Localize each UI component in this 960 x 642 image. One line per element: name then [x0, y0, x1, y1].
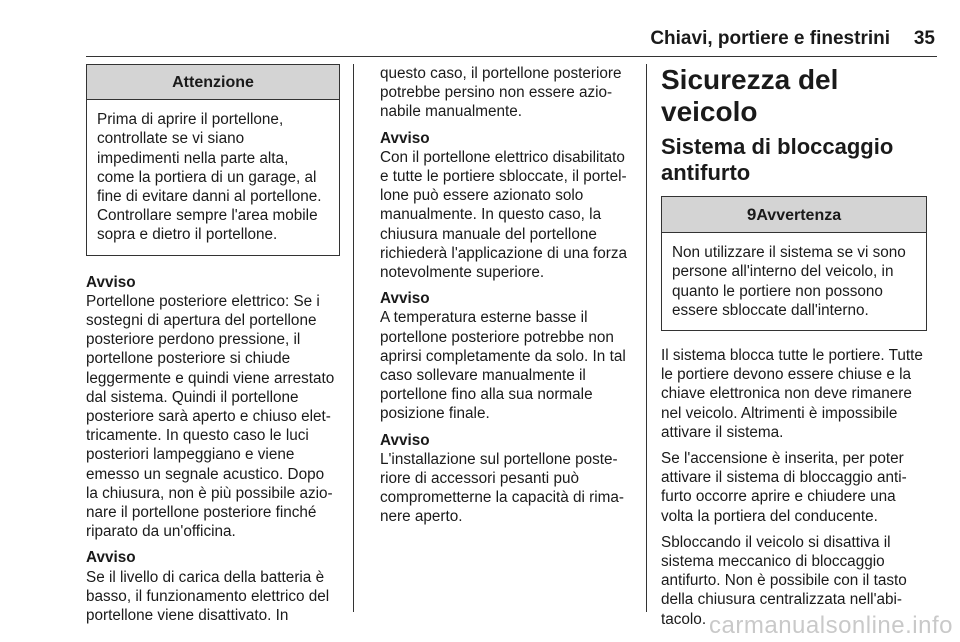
column-2 — [380, 64, 635, 527]
warning-box-header — [662, 197, 926, 233]
note-heading: Avviso — [86, 273, 136, 291]
section-title: Sicurezza del veicolo — [661, 64, 839, 127]
paragraph: Il sistema blocca tutte le portiere. Tutte le portiere devono essere chiuse e la chiave elettronica non deve rimanere nel veicolo. Altrimenti è impossibile attivare il sistema. — [661, 347, 923, 441]
page-header-title: Chiavi, portiere e finestrini — [650, 28, 890, 49]
attention-box-body: Prima di aprire il portellone, controllate se vi siano impedimenti nella parte alta, come la portiera di un garage, al fine di evitare danni al portellone. Controllare sempre l'area mobile sopra e dietro il portellone. — [97, 111, 322, 244]
note-heading: Avviso — [380, 431, 430, 449]
continued-text: questo caso, il portellone posteriore potrebbe persino non essere azio- nabile manualmente. — [380, 65, 622, 121]
note-heading: Avviso — [380, 290, 430, 308]
column-divider-right — [646, 64, 647, 612]
header-rule — [86, 56, 937, 57]
page-number: 35 — [913, 28, 935, 49]
warning-box-title: Avvertenza — [756, 207, 842, 224]
warning-triangle-icon: 9 — [746, 205, 757, 224]
attention-box — [86, 64, 340, 256]
paragraph: Se l'accensione è inserita, per poter attivare il sistema di bloccaggio anti- furto occorre aprire e chiudere una volta la portiera del conducente. — [661, 450, 907, 525]
column-3 — [661, 64, 927, 629]
note-body: A temperatura esterne basse il portellone posteriore potrebbe non aprirsi completamente da solo. In tal caso sollevare manualmente il portellone fino alla sua normale posizione finale. — [380, 309, 626, 423]
column-divider-left — [353, 64, 354, 612]
attention-box-title: Attenzione — [87, 65, 339, 100]
note-body: Con il portellone elettrico disabilitato e tutte le portiere sbloccate, il portel- lone può essere azionato solo manualmente. In questo caso, la chiusura manuale del portellone richiederà l'applicazione di una forza notevolmente superiore. — [380, 148, 627, 282]
warning-box-body: Non utilizzare il sistema se vi sono persone all'interno del veicolo, in quanto le portiere non possono essere sbloccate dall'interno. — [672, 244, 906, 319]
note-heading: Avviso — [380, 129, 430, 147]
warning-box — [661, 196, 927, 331]
note-heading: Avviso — [86, 549, 136, 567]
paragraph: Sbloccando il veicolo si disattiva il sistema meccanico di bloccaggio antifurto. Non è possibile con il tasto della chiusura centralizzata nell'abi- tacolo. — [661, 533, 907, 628]
footer-watermark[interactable]: carmanualsonline.info — [709, 612, 953, 639]
column-1 — [86, 64, 340, 625]
note-body: L'installazione sul portellone poste- riore di accessori pesanti può comprometterne la capacità di rima- nere aperto. — [380, 450, 624, 526]
subsection-title: Sistema di bloccaggio antifurto — [661, 134, 894, 185]
note-body: Portellone posteriore elettrico: Se i sostegni di apertura del portellone posteriore perdono pressione, il portellone posteriore si chiude leggermente e quindi viene arrestato dal sistema. Quindi il portellone posteriore sarà aperto e chiuso elet- tricamente. In questo caso le luci posteriori lampeggiano e viene emesso un segnale acustico. Dopo la chiusura, non è più possibile azio- nare il portellone posteriore finché riparato da un'officina. — [86, 292, 335, 541]
note-body: Se il livello di carica della batteria è basso, il funzionamento elettrico del portellone viene disattivato. In — [86, 568, 330, 625]
